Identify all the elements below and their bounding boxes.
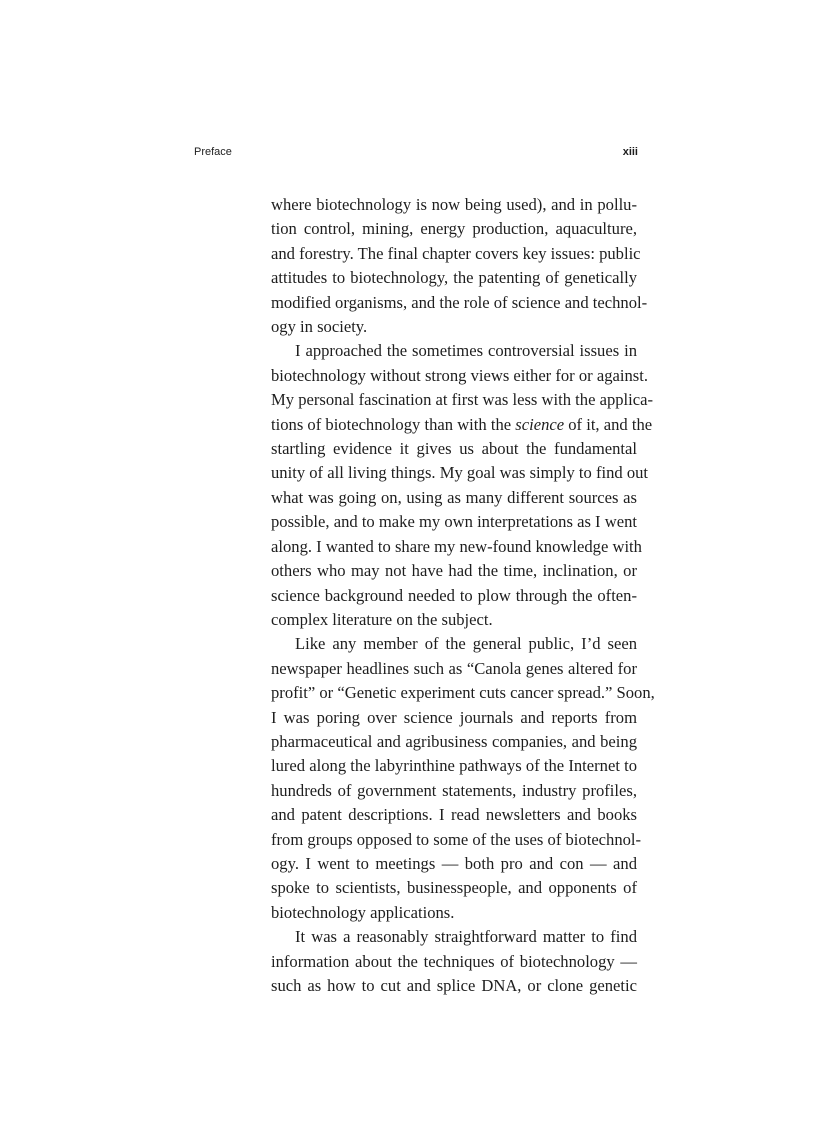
text-line: from groups opposed to some of the uses of biotechnol- [271,829,642,849]
text-line: unity of all living things. My goal was simply to find out [271,463,649,483]
text-line: ogy. I went to meetings — both pro and con — and [271,853,637,873]
text-line: It was a reasonably straightforward matter to find [295,927,637,947]
text-line: what was going on, using as many different sources as [271,487,637,507]
text-line: where biotechnology is now being used), and in pollu- [271,195,637,214]
text-line: ogy in society. [271,317,368,337]
running-head-section: Preface [194,146,232,158]
text-line: My personal fascination at first was less with the applica- [271,390,654,410]
text-line: startling evidence it gives us about the fundamental [271,439,637,459]
text-line: and patent descriptions. I read newsletters and books [271,805,637,825]
text-line: such as how to cut and splice DNA, or clone genetic [271,976,637,995]
text-line: Like any member of the general public, I’d seen [295,634,637,654]
body-text [271,193,655,998]
text-line: information about the techniques of biotechnology — [271,951,637,971]
text-line: and forestry. The final chapter covers key issues: public [271,243,641,263]
page-number: xiii [622,146,638,158]
text-line: others who may not have had the time, inclination, or [271,561,637,581]
text-line: hundreds of government statements, industry profiles, [271,780,637,800]
text-line: tion control, mining, energy production, aquaculture, [271,219,637,239]
text-line: newspaper headlines such as “Canola genes altered for [271,658,637,678]
paragraph-4 [271,925,637,998]
text-line: pharmaceutical and agribusiness companies, and being [271,731,637,751]
text-line: spoke to scientists, businesspeople, and opponents of [271,878,637,898]
text-line: science background needed to plow through the often- [271,585,637,605]
paragraph-1 [271,193,648,339]
text-line: modified organisms, and the role of science and technol- [271,292,648,312]
text-line: attitudes to biotechnology, the patenting of genetically [271,268,637,288]
text-line: I was poring over science journals and reports from [271,707,637,727]
text-line: I approached the sometimes controversial issues in [295,341,637,361]
text-line: along. I wanted to share my new-found knowledge with [271,536,642,556]
text-line: possible, and to make my own interpretations as I went [271,512,637,532]
text-line-with-emphasis: tions of biotechnology than with the science of it, and the [271,414,653,434]
paragraph-2 [271,339,654,632]
text-line: complex literature on the subject. [271,609,493,629]
paragraph-3 [271,632,655,925]
emphasis-word: science [515,414,565,434]
text-line: lured along the labyrinthine pathways of the Internet to [271,756,637,776]
text-line: profit” or “Genetic experiment cuts cancer spread.” Soon, [271,683,655,703]
text-line: biotechnology applications. [271,902,455,922]
text-line: biotechnology without strong views either for or against. [271,365,648,385]
running-head [194,146,638,162]
